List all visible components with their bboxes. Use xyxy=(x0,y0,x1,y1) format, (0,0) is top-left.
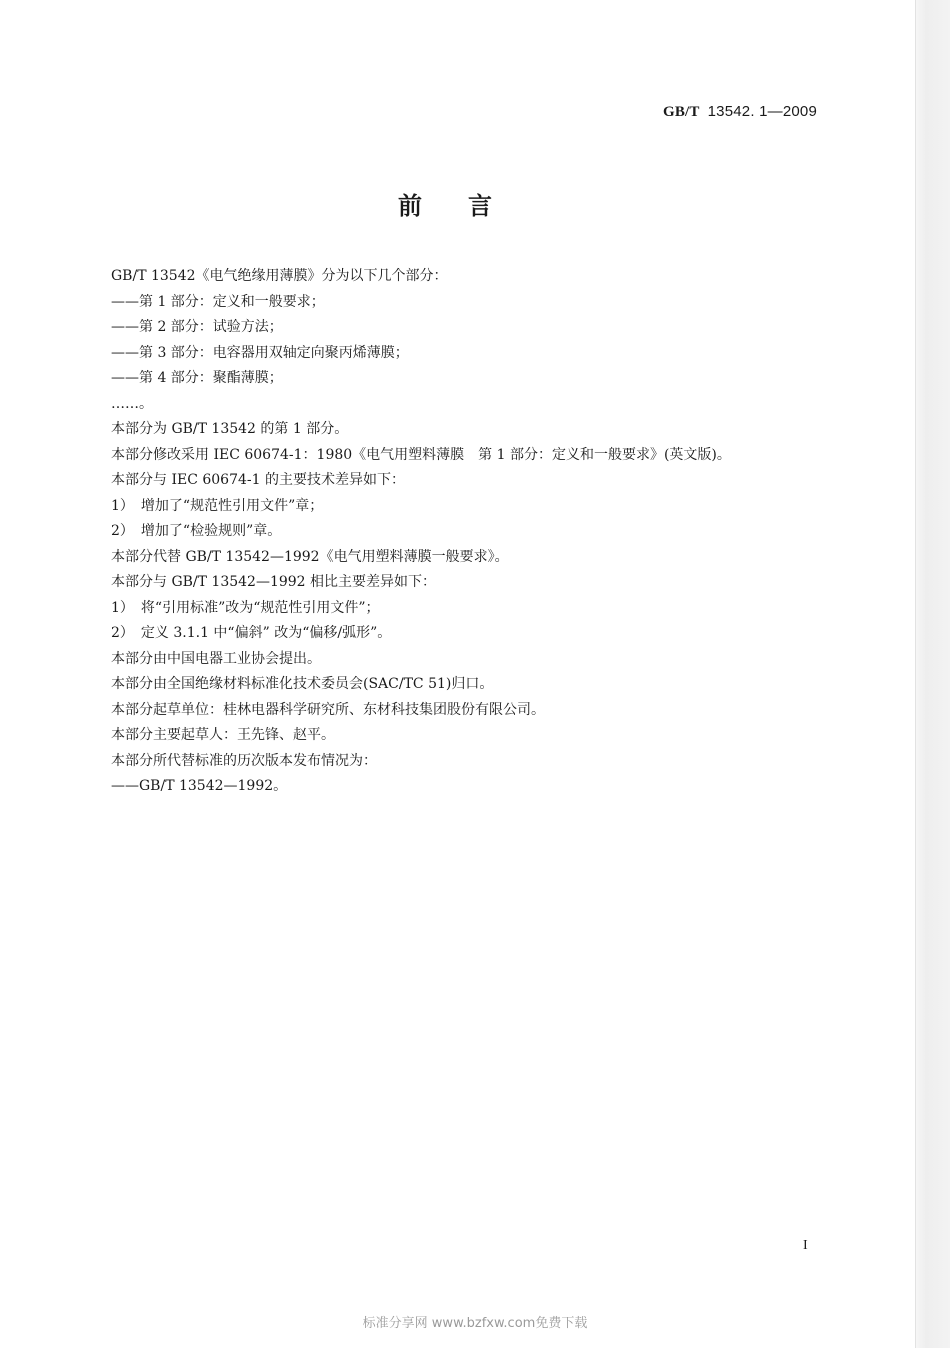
body-line: 本部分由全国绝缘材料标准化技术委员会(SAC/TC 51)归口。 xyxy=(111,676,494,692)
body-line: 本部分起草单位：桂林电器科学研究所、东材科技集团股份有限公司。 xyxy=(111,701,545,718)
standard-code xyxy=(663,102,817,121)
body-line: 本部分修改采用 IEC 60674-1：1980《电气用塑料薄膜 第 1 部分：定义和一般要求》(英文版)。 xyxy=(111,446,731,463)
body-line: GB/T 13542《电气绝缘用薄膜》分为以下几个部分： xyxy=(111,268,448,284)
body-line: 1） 将“引用标准”改为“规范性引用文件”； xyxy=(111,599,380,616)
body-line: ……。 xyxy=(111,395,153,412)
body-line: 本部分与 GB/T 13542—1992 相比主要差异如下： xyxy=(111,574,437,590)
body-line: 本部分主要起草人：王先锋、赵平。 xyxy=(111,727,335,743)
body-line: 1） 增加了“规范性引用文件”章； xyxy=(111,497,324,514)
body-line: 2） 定义 3.1.1 中“偏斜” 改为“偏移/弧形”。 xyxy=(111,625,392,641)
body-line: ——第 3 部分：电容器用双轴定向聚丙烯薄膜； xyxy=(111,344,409,361)
standard-prefix: GB/T xyxy=(662,104,700,120)
body-line: 本部分所代替标准的历次版本发布情况为： xyxy=(111,752,377,769)
foreword-body xyxy=(111,264,831,800)
body-line: 本部分与 IEC 60674-1 的主要技术差异如下： xyxy=(111,472,405,488)
body-line: ——第 4 部分：聚酯薄膜； xyxy=(111,370,283,386)
body-line: ——第 2 部分：试验方法； xyxy=(111,319,283,335)
page-title: 前言 xyxy=(398,192,538,220)
body-line: ——GB/T 13542—1992。 xyxy=(111,778,288,794)
body-line: 本部分代替 GB/T 13542—1992《电气用塑料薄膜一般要求》。 xyxy=(111,548,509,565)
body-line: 2） 增加了“检验规则”章。 xyxy=(111,523,282,539)
page-number: I xyxy=(803,1238,808,1253)
standard-number: 13542. 1—2009 xyxy=(707,103,817,120)
body-line: 本部分由中国电器工业协会提出。 xyxy=(111,650,321,667)
body-line: ——第 1 部分：定义和一般要求； xyxy=(111,293,325,310)
body-line: 本部分为 GB/T 13542 的第 1 部分。 xyxy=(111,421,349,437)
watermark: 标准分享网 www.bzfxw.com免费下载 xyxy=(362,1316,588,1331)
scan-edge xyxy=(915,0,950,1348)
